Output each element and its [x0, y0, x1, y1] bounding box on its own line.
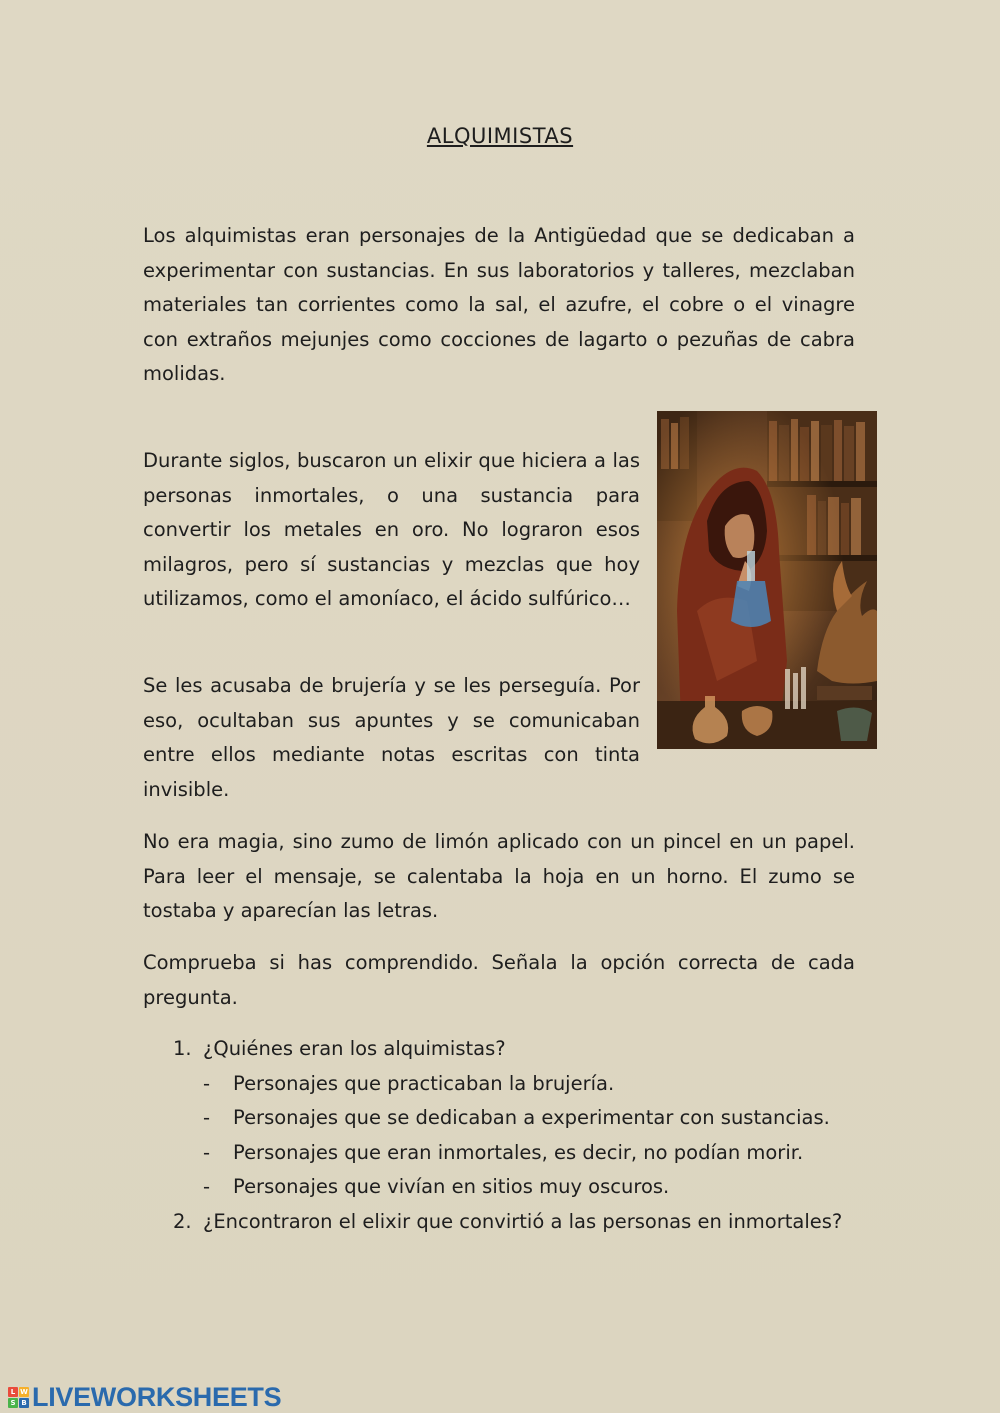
question-text: ¿Quiénes eran los alquimistas?: [203, 1037, 506, 1060]
answer-option-4[interactable]: [203, 1170, 855, 1205]
logo-square-b: B: [19, 1398, 29, 1408]
question-number: 1.: [173, 1037, 192, 1060]
option-text: Personajes que eran inmortales, es decir, no podían morir.: [233, 1140, 804, 1164]
option-list: [203, 1067, 855, 1205]
question-1: [143, 1032, 855, 1205]
liveworksheets-logo[interactable]: [8, 1382, 281, 1412]
option-marker: -: [203, 1071, 211, 1095]
answer-option-2[interactable]: [203, 1101, 855, 1136]
paragraph-intro: Los alquimistas eran personajes de la Antigüedad que se dedicaban a experimentar con sustancias. En sus laboratorios y talleres, mezclaban materiales tan corrientes como la sal, el azufre, el cobre o el vinagre con extraños mejunjes como cocciones de lagarto o pezuñas de cabra molidas.: [143, 224, 855, 386]
paragraph-magia: No era magia, sino zumo de limón aplicado con un pincel en un papel. Para leer el mensaje, se calentaba la hoja en un horno. El zumo se tostaba y aparecían las letras.: [143, 830, 855, 923]
option-text: Personajes que se dedicaban a experimentar con sustancias.: [233, 1106, 830, 1130]
question-text: ¿Encontraron el elixir que convirtió a las personas en inmortales?: [203, 1209, 843, 1233]
answer-option-3[interactable]: [203, 1136, 855, 1171]
question-2: [143, 1205, 855, 1240]
brand-name: LIVEWORKSHEETS: [32, 1381, 282, 1412]
logo-square-l: L: [8, 1387, 18, 1397]
option-marker: -: [203, 1106, 211, 1130]
paragraph-elixir: Durante siglos, buscaron un elixir que hiciera a las personas inmortales, o una sustancia para convertir los metales en oro. No lograron esos milagros, pero sí sustancias y mezclas que hoy utilizamos, como el amoníaco, el ácido sulfúrico…: [143, 449, 640, 611]
logo-square-s: S: [8, 1398, 18, 1408]
page-title: ALQUIMISTAS: [426, 124, 574, 148]
option-text: Personajes que practicaban la brujería.: [233, 1071, 615, 1095]
question-number: 2.: [173, 1209, 192, 1233]
instructions: Comprueba si has comprendido. Señala la opción correcta de cada pregunta.: [143, 951, 855, 1009]
alchemist-image: [657, 411, 877, 749]
option-text: Personajes que vivían en sitios muy oscuros.: [233, 1175, 670, 1199]
alchemist-illustration: [657, 411, 877, 749]
question-list: [143, 1032, 855, 1240]
answer-option-1[interactable]: [203, 1067, 855, 1102]
logo-squares-icon: [8, 1387, 29, 1408]
option-marker: -: [203, 1175, 211, 1199]
paragraph-brujeria: Se les acusaba de brujería y se les perseguía. Por eso, ocultaban sus apuntes y se comunicaban entre ellos mediante notas escritas con tinta invisible.: [143, 674, 640, 801]
option-marker: -: [203, 1140, 211, 1164]
logo-square-w: W: [20, 1387, 28, 1396]
